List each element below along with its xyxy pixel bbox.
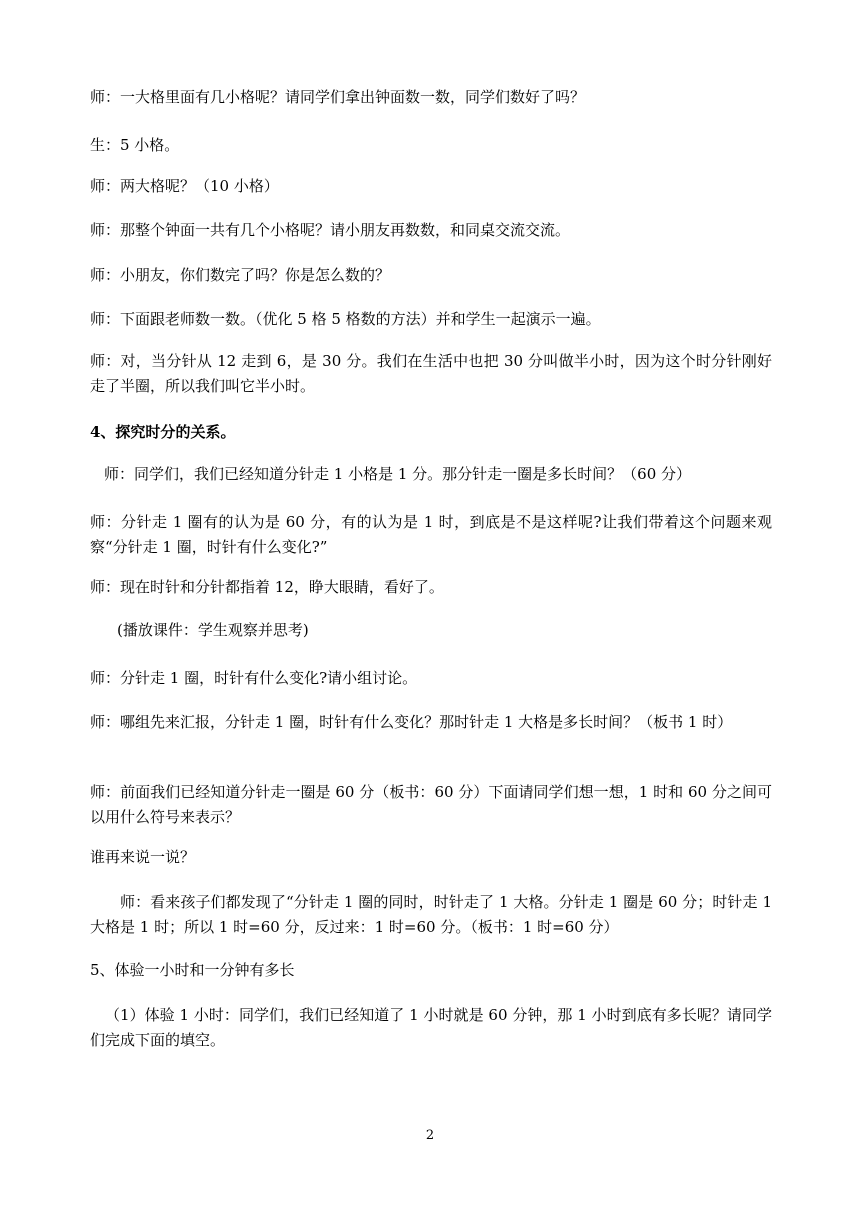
paragraph-4: 师：那整个钟面一共有几个小格呢？请小朋友再数数，和同桌交流交流。 xyxy=(90,221,571,239)
paragraph-10: 师：现在时针和分针都指着 12，睁大眼睛，看好了。 xyxy=(90,578,444,596)
paragraph-11: (播放课件：学生观察并思考) xyxy=(117,621,309,639)
paragraph-17: （1）体验 1 小时：同学们，我们已经知道了 1 小时就是 60 分钟，那 1 小时到底有多长呢？请同学们完成下面的填空。 xyxy=(90,1006,772,1049)
paragraph-13: 师：哪组先来汇报，分针走 1 圈，时针有什么变化？那时针走 1 大格是多长时间？（板书 1 时） xyxy=(90,713,733,731)
paragraph-14: 师：前面我们已经知道分针走一圈是 60 分（板书：60 分）下面请同学们想一想，1 时和 60 分之间可以用什么符号来表示？ xyxy=(90,783,772,826)
paragraph-2: 生：5 小格。 xyxy=(90,136,180,154)
page-number: 2 xyxy=(425,1128,435,1143)
paragraph-9: 师：分针走 1 圈有的认为是 60 分，有的认为是 1 时，到底是不是这样呢?让我们带着这个问题来观察“分针走 1 圈，时针有什么变化?” xyxy=(90,513,772,556)
paragraph-6: 师：下面跟老师数一数。（优化 5 格 5 格数的方法）并和学生一起演示一遍。 xyxy=(90,310,601,328)
section-heading-5: 5、体验一小时和一分钟有多长 xyxy=(90,961,295,979)
section-heading-4: 4、探究时分的关系。 xyxy=(90,423,236,441)
paragraph-16: 师：看来孩子们都发现了“分针走 1 圈的同时，时针走了 1 大格。分针走 1 圈是 60 分；时针走 1 大格是 1 时；所以 1 时=60 分，反过来：1 时=60 分。（板书：1 时=60 分） xyxy=(90,893,772,936)
paragraph-1: 师：一大格里面有几小格呢？请同学们拿出钟面数一数，同学们数好了吗？ xyxy=(90,88,586,106)
paragraph-5: 师：小朋友，你们数完了吗？你是怎么数的？ xyxy=(90,266,391,284)
paragraph-7: 师：对，当分针从 12 走到 6，是 30 分。我们在生活中也把 30 分叫做半小时，因为这个时分针刚好走了半圈，所以我们叫它半小时。 xyxy=(90,352,772,395)
paragraph-3: 师：两大格呢？（10 小格） xyxy=(90,177,279,195)
paragraph-15: 谁再来说一说？ xyxy=(90,848,196,866)
paragraph-12: 师：分针走 1 圈，时针有什么变化?请小组讨论。 xyxy=(90,669,418,687)
paragraph-8: 师：同学们，我们已经知道分针走 1 小格是 1 分。那分针走一圈是多长时间？（60 分） xyxy=(104,465,692,483)
